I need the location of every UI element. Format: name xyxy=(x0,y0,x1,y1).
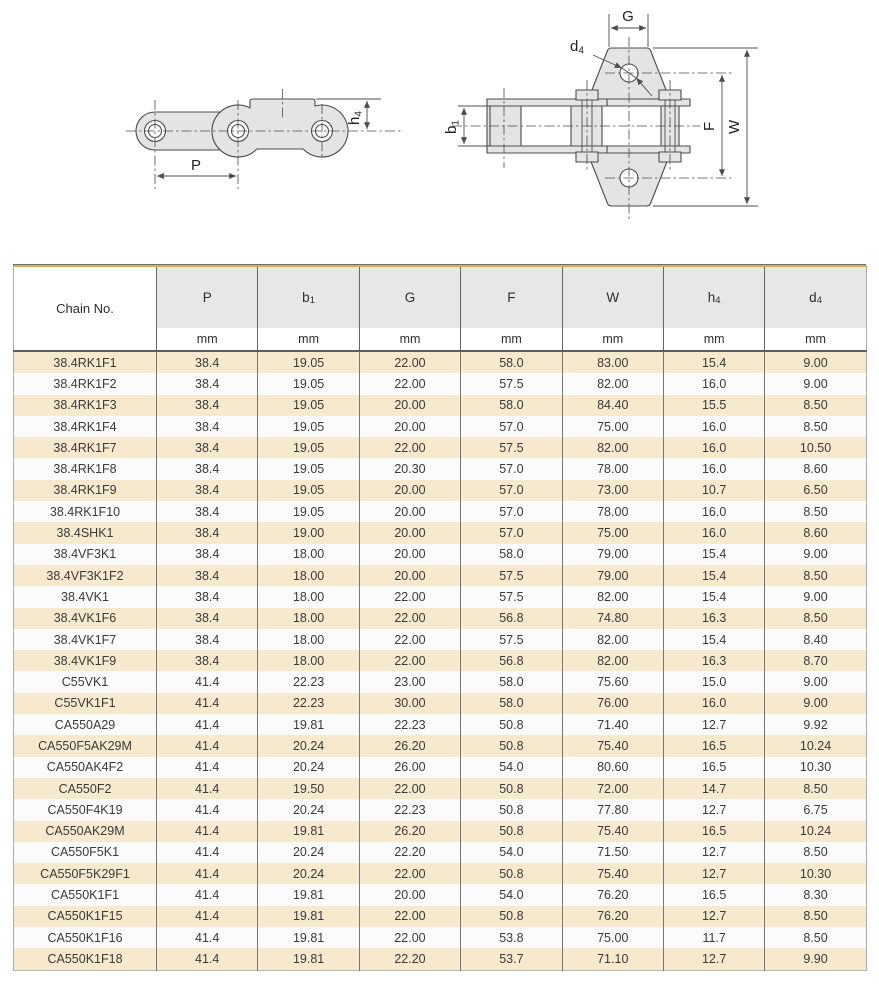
table-row xyxy=(14,842,867,863)
value-cell: 57.5 xyxy=(461,629,562,650)
table-row xyxy=(14,565,867,586)
table-row xyxy=(14,927,867,948)
value-cell: 18.00 xyxy=(258,629,359,650)
chain-no-cell: CA550K1F15 xyxy=(14,906,157,927)
value-cell: 75.00 xyxy=(562,416,663,437)
value-cell: 8.70 xyxy=(765,650,866,671)
value-cell: 75.00 xyxy=(562,927,663,948)
value-cell: 6.75 xyxy=(765,799,866,820)
value-cell: 10.30 xyxy=(765,863,866,884)
chain-spec-table xyxy=(13,265,867,971)
value-cell: 8.50 xyxy=(765,778,866,799)
value-cell: 19.81 xyxy=(258,906,359,927)
chain-no-cell: C55VK1 xyxy=(14,671,157,692)
table-row xyxy=(14,629,867,650)
chain-no-cell: 38.4SHK1 xyxy=(14,522,157,543)
value-cell: 19.81 xyxy=(258,821,359,842)
value-cell: 9.00 xyxy=(765,586,866,607)
height-dimension-label: h4 xyxy=(346,111,365,125)
value-cell: 16.0 xyxy=(663,501,764,522)
value-cell: 38.4 xyxy=(157,608,258,629)
value-cell: 22.00 xyxy=(359,778,460,799)
value-cell: 9.90 xyxy=(765,948,866,970)
f-dimension-label: F xyxy=(701,121,718,131)
value-cell: 41.4 xyxy=(157,735,258,756)
value-cell: 22.00 xyxy=(359,351,460,373)
value-cell: 76.20 xyxy=(562,884,663,905)
value-cell: 19.81 xyxy=(258,884,359,905)
value-cell: 16.3 xyxy=(663,650,764,671)
value-cell: 26.20 xyxy=(359,735,460,756)
value-cell: 76.00 xyxy=(562,693,663,714)
value-cell: 58.0 xyxy=(461,351,562,373)
value-cell: 22.23 xyxy=(258,693,359,714)
value-cell: 82.00 xyxy=(562,586,663,607)
value-cell: 41.4 xyxy=(157,863,258,884)
value-cell: 41.4 xyxy=(157,757,258,778)
value-cell: 38.4 xyxy=(157,650,258,671)
value-cell: 19.00 xyxy=(258,522,359,543)
value-cell: 82.00 xyxy=(562,373,663,394)
value-cell: 18.00 xyxy=(258,650,359,671)
table-row xyxy=(14,778,867,799)
value-cell: 12.7 xyxy=(663,948,764,970)
value-cell: 75.00 xyxy=(562,522,663,543)
value-cell: 18.00 xyxy=(258,565,359,586)
value-cell: 16.0 xyxy=(663,373,764,394)
value-cell: 8.50 xyxy=(765,842,866,863)
value-cell: 9.00 xyxy=(765,544,866,565)
value-cell: 38.4 xyxy=(157,522,258,543)
chain-no-cell: 38.4RK1F1 xyxy=(14,351,157,373)
value-cell: 38.4 xyxy=(157,480,258,501)
value-cell: 84.40 xyxy=(562,395,663,416)
value-cell: 9.92 xyxy=(765,714,866,735)
value-cell: 22.00 xyxy=(359,629,460,650)
value-cell: 50.8 xyxy=(461,906,562,927)
value-cell: 71.50 xyxy=(562,842,663,863)
top-view-diagram xyxy=(443,8,758,219)
value-cell: 38.4 xyxy=(157,351,258,373)
value-cell: 22.23 xyxy=(359,714,460,735)
chain-technical-drawing xyxy=(0,0,879,252)
value-cell: 22.00 xyxy=(359,586,460,607)
value-cell: 56.8 xyxy=(461,650,562,671)
value-cell: 19.81 xyxy=(258,927,359,948)
unit-cell: mm xyxy=(359,328,460,351)
table-row xyxy=(14,906,867,927)
value-cell: 41.4 xyxy=(157,842,258,863)
unit-cell: mm xyxy=(663,328,764,351)
value-cell: 11.7 xyxy=(663,927,764,948)
unit-cell: mm xyxy=(461,328,562,351)
value-cell: 20.00 xyxy=(359,884,460,905)
value-cell: 19.05 xyxy=(258,458,359,479)
value-cell: 79.00 xyxy=(562,544,663,565)
value-cell: 8.30 xyxy=(765,884,866,905)
value-cell: 8.60 xyxy=(765,522,866,543)
value-cell: 26.00 xyxy=(359,757,460,778)
table-row xyxy=(14,373,867,394)
value-cell: 8.60 xyxy=(765,458,866,479)
chain-no-cell: 38.4VK1F6 xyxy=(14,608,157,629)
value-cell: 41.4 xyxy=(157,799,258,820)
value-cell: 18.00 xyxy=(258,608,359,629)
value-cell: 82.00 xyxy=(562,437,663,458)
value-cell: 22.00 xyxy=(359,608,460,629)
value-cell: 20.24 xyxy=(258,799,359,820)
value-cell: 54.0 xyxy=(461,757,562,778)
value-cell: 20.24 xyxy=(258,757,359,778)
chain-no-header: Chain No. xyxy=(14,266,157,351)
value-cell: 20.24 xyxy=(258,863,359,884)
value-cell: 57.0 xyxy=(461,416,562,437)
value-cell: 20.00 xyxy=(359,522,460,543)
value-cell: 79.00 xyxy=(562,565,663,586)
value-cell: 20.00 xyxy=(359,565,460,586)
value-cell: 18.00 xyxy=(258,586,359,607)
value-cell: 75.40 xyxy=(562,821,663,842)
value-cell: 76.20 xyxy=(562,906,663,927)
value-cell: 82.00 xyxy=(562,650,663,671)
value-cell: 50.8 xyxy=(461,799,562,820)
value-cell: 71.10 xyxy=(562,948,663,970)
value-cell: 8.50 xyxy=(765,395,866,416)
value-cell: 58.0 xyxy=(461,693,562,714)
value-cell: 20.00 xyxy=(359,480,460,501)
value-cell: 75.60 xyxy=(562,671,663,692)
table-row xyxy=(14,735,867,756)
chain-no-cell: 38.4RK1F9 xyxy=(14,480,157,501)
value-cell: 38.4 xyxy=(157,501,258,522)
value-cell: 22.00 xyxy=(359,373,460,394)
chain-no-cell: CA550AK29M xyxy=(14,821,157,842)
value-cell: 57.5 xyxy=(461,373,562,394)
value-cell: 38.4 xyxy=(157,373,258,394)
unit-cell: mm xyxy=(157,328,258,351)
value-cell: 8.50 xyxy=(765,501,866,522)
col-header-w: W xyxy=(562,266,663,328)
table-row xyxy=(14,714,867,735)
value-cell: 8.50 xyxy=(765,906,866,927)
value-cell: 22.20 xyxy=(359,948,460,970)
b1-dimension-label: b1 xyxy=(443,120,462,134)
chain-no-cell: 38.4VK1F9 xyxy=(14,650,157,671)
value-cell: 15.4 xyxy=(663,586,764,607)
value-cell: 8.50 xyxy=(765,416,866,437)
value-cell: 53.7 xyxy=(461,948,562,970)
value-cell: 22.20 xyxy=(359,842,460,863)
value-cell: 41.4 xyxy=(157,884,258,905)
value-cell: 53.8 xyxy=(461,927,562,948)
pitch-dimension-label: P xyxy=(190,157,202,174)
value-cell: 73.00 xyxy=(562,480,663,501)
value-cell: 22.00 xyxy=(359,863,460,884)
value-cell: 22.00 xyxy=(359,437,460,458)
side-view-diagram xyxy=(126,89,402,189)
value-cell: 15.4 xyxy=(663,544,764,565)
value-cell: 38.4 xyxy=(157,416,258,437)
chain-no-cell: 38.4VF3K1 xyxy=(14,544,157,565)
table-row xyxy=(14,458,867,479)
table-row xyxy=(14,757,867,778)
value-cell: 58.0 xyxy=(461,671,562,692)
value-cell: 20.30 xyxy=(359,458,460,479)
value-cell: 50.8 xyxy=(461,863,562,884)
chain-no-cell: CA550F4K19 xyxy=(14,799,157,820)
value-cell: 19.50 xyxy=(258,778,359,799)
value-cell: 19.81 xyxy=(258,948,359,970)
value-cell: 50.8 xyxy=(461,714,562,735)
value-cell: 23.00 xyxy=(359,671,460,692)
value-cell: 50.8 xyxy=(461,778,562,799)
value-cell: 20.24 xyxy=(258,735,359,756)
value-cell: 41.4 xyxy=(157,671,258,692)
value-cell: 57.0 xyxy=(461,522,562,543)
value-cell: 16.5 xyxy=(663,884,764,905)
value-cell: 82.00 xyxy=(562,629,663,650)
value-cell: 19.05 xyxy=(258,501,359,522)
value-cell: 10.24 xyxy=(765,821,866,842)
value-cell: 41.4 xyxy=(157,906,258,927)
value-cell: 19.05 xyxy=(258,395,359,416)
value-cell: 12.7 xyxy=(663,799,764,820)
value-cell: 38.4 xyxy=(157,458,258,479)
value-cell: 41.4 xyxy=(157,693,258,714)
value-cell: 19.05 xyxy=(258,351,359,373)
value-cell: 57.5 xyxy=(461,437,562,458)
table-row xyxy=(14,544,867,565)
value-cell: 58.0 xyxy=(461,544,562,565)
value-cell: 80.60 xyxy=(562,757,663,778)
value-cell: 9.00 xyxy=(765,373,866,394)
value-cell: 57.5 xyxy=(461,586,562,607)
value-cell: 75.40 xyxy=(562,735,663,756)
value-cell: 16.3 xyxy=(663,608,764,629)
value-cell: 8.50 xyxy=(765,565,866,586)
value-cell: 26.20 xyxy=(359,821,460,842)
value-cell: 71.40 xyxy=(562,714,663,735)
table-row xyxy=(14,395,867,416)
value-cell: 57.0 xyxy=(461,501,562,522)
value-cell: 54.0 xyxy=(461,884,562,905)
w-dimension-label: W xyxy=(726,119,743,134)
value-cell: 19.05 xyxy=(258,373,359,394)
value-cell: 20.00 xyxy=(359,416,460,437)
value-cell: 19.05 xyxy=(258,437,359,458)
table-row xyxy=(14,693,867,714)
table-row xyxy=(14,480,867,501)
value-cell: 16.0 xyxy=(663,437,764,458)
value-cell: 19.05 xyxy=(258,480,359,501)
value-cell: 22.23 xyxy=(359,799,460,820)
table-row xyxy=(14,799,867,820)
value-cell: 12.7 xyxy=(663,863,764,884)
col-header-d4: $d_4$ xyxy=(765,266,866,328)
value-cell: 12.7 xyxy=(663,842,764,863)
value-cell: 8.50 xyxy=(765,927,866,948)
value-cell: 41.4 xyxy=(157,927,258,948)
value-cell: 8.50 xyxy=(765,608,866,629)
value-cell: 20.00 xyxy=(359,501,460,522)
table-row xyxy=(14,671,867,692)
value-cell: 58.0 xyxy=(461,395,562,416)
value-cell: 16.0 xyxy=(663,522,764,543)
value-cell: 41.4 xyxy=(157,714,258,735)
value-cell: 6.50 xyxy=(765,480,866,501)
chain-no-cell: C55VK1F1 xyxy=(14,693,157,714)
chain-no-cell: CA550F5AK29M xyxy=(14,735,157,756)
chain-no-cell: 38.4VK1F7 xyxy=(14,629,157,650)
g-dimension-label: G xyxy=(622,8,634,25)
chain-no-cell: 38.4RK1F3 xyxy=(14,395,157,416)
chain-no-cell: CA550A29 xyxy=(14,714,157,735)
value-cell: 41.4 xyxy=(157,821,258,842)
col-header-p: P xyxy=(157,266,258,328)
value-cell: 38.4 xyxy=(157,437,258,458)
value-cell: 50.8 xyxy=(461,821,562,842)
value-cell: 57.0 xyxy=(461,458,562,479)
value-cell: 22.00 xyxy=(359,906,460,927)
value-cell: 12.7 xyxy=(663,714,764,735)
value-cell: 9.00 xyxy=(765,671,866,692)
value-cell: 9.00 xyxy=(765,351,866,373)
col-header-h4: $h_4$ xyxy=(663,266,764,328)
value-cell: 38.4 xyxy=(157,544,258,565)
value-cell: 83.00 xyxy=(562,351,663,373)
table-row xyxy=(14,586,867,607)
table-row xyxy=(14,608,867,629)
chain-no-cell: 38.4RK1F4 xyxy=(14,416,157,437)
col-header-f: F xyxy=(461,266,562,328)
chain-no-cell: CA550F5K29F1 xyxy=(14,863,157,884)
table-row xyxy=(14,863,867,884)
value-cell: 14.7 xyxy=(663,778,764,799)
col-header-g: G xyxy=(359,266,460,328)
value-cell: 10.30 xyxy=(765,757,866,778)
value-cell: 41.4 xyxy=(157,948,258,970)
value-cell: 38.4 xyxy=(157,586,258,607)
unit-cell: mm xyxy=(765,328,866,351)
value-cell: 15.5 xyxy=(663,395,764,416)
spec-table-wrap xyxy=(13,264,866,971)
value-cell: 10.7 xyxy=(663,480,764,501)
value-cell: 41.4 xyxy=(157,778,258,799)
value-cell: 38.4 xyxy=(157,395,258,416)
table-row xyxy=(14,416,867,437)
table-row xyxy=(14,522,867,543)
table-row xyxy=(14,948,867,970)
value-cell: 50.8 xyxy=(461,735,562,756)
value-cell: 57.5 xyxy=(461,565,562,586)
value-cell: 22.00 xyxy=(359,650,460,671)
value-cell: 16.5 xyxy=(663,821,764,842)
value-cell: 77.80 xyxy=(562,799,663,820)
chain-no-cell: CA550K1F18 xyxy=(14,948,157,970)
chain-no-cell: 38.4VK1 xyxy=(14,586,157,607)
value-cell: 15.4 xyxy=(663,351,764,373)
value-cell: 15.4 xyxy=(663,565,764,586)
table-row xyxy=(14,821,867,842)
value-cell: 20.00 xyxy=(359,544,460,565)
value-cell: 22.23 xyxy=(258,671,359,692)
chain-no-cell: 38.4RK1F2 xyxy=(14,373,157,394)
table-header-row xyxy=(14,266,867,328)
value-cell: 38.4 xyxy=(157,565,258,586)
table-row xyxy=(14,884,867,905)
table-row xyxy=(14,437,867,458)
value-cell: 75.40 xyxy=(562,863,663,884)
value-cell: 74.80 xyxy=(562,608,663,629)
chain-no-cell: CA550F5K1 xyxy=(14,842,157,863)
value-cell: 15.4 xyxy=(663,629,764,650)
value-cell: 30.00 xyxy=(359,693,460,714)
chain-no-cell: 38.4RK1F8 xyxy=(14,458,157,479)
value-cell: 15.0 xyxy=(663,671,764,692)
value-cell: 20.00 xyxy=(359,395,460,416)
value-cell: 16.0 xyxy=(663,458,764,479)
value-cell: 19.81 xyxy=(258,714,359,735)
value-cell: 9.00 xyxy=(765,693,866,714)
value-cell: 72.00 xyxy=(562,778,663,799)
table-body xyxy=(14,351,867,970)
table-row xyxy=(14,650,867,671)
value-cell: 78.00 xyxy=(562,458,663,479)
unit-cell: mm xyxy=(258,328,359,351)
chain-no-cell: CA550K1F1 xyxy=(14,884,157,905)
value-cell: 57.0 xyxy=(461,480,562,501)
chain-no-cell: CA550AK4F2 xyxy=(14,757,157,778)
table-row xyxy=(14,501,867,522)
value-cell: 19.05 xyxy=(258,416,359,437)
value-cell: 16.0 xyxy=(663,416,764,437)
col-header-b1: $b_1$ xyxy=(258,266,359,328)
chain-no-cell: 38.4VF3K1F2 xyxy=(14,565,157,586)
chain-no-cell: 38.4RK1F7 xyxy=(14,437,157,458)
value-cell: 78.00 xyxy=(562,501,663,522)
table-header xyxy=(14,266,867,351)
value-cell: 18.00 xyxy=(258,544,359,565)
chain-no-cell: CA550F2 xyxy=(14,778,157,799)
table-row xyxy=(14,351,867,373)
d4-dimension-label: d4 xyxy=(570,38,584,57)
value-cell: 22.00 xyxy=(359,927,460,948)
value-cell: 12.7 xyxy=(663,906,764,927)
value-cell: 8.40 xyxy=(765,629,866,650)
value-cell: 10.24 xyxy=(765,735,866,756)
value-cell: 16.0 xyxy=(663,693,764,714)
value-cell: 20.24 xyxy=(258,842,359,863)
value-cell: 54.0 xyxy=(461,842,562,863)
value-cell: 38.4 xyxy=(157,629,258,650)
value-cell: 16.5 xyxy=(663,757,764,778)
chain-no-cell: 38.4RK1F10 xyxy=(14,501,157,522)
value-cell: 10.50 xyxy=(765,437,866,458)
unit-cell: mm xyxy=(562,328,663,351)
value-cell: 16.5 xyxy=(663,735,764,756)
chain-no-cell: CA550K1F16 xyxy=(14,927,157,948)
value-cell: 56.8 xyxy=(461,608,562,629)
